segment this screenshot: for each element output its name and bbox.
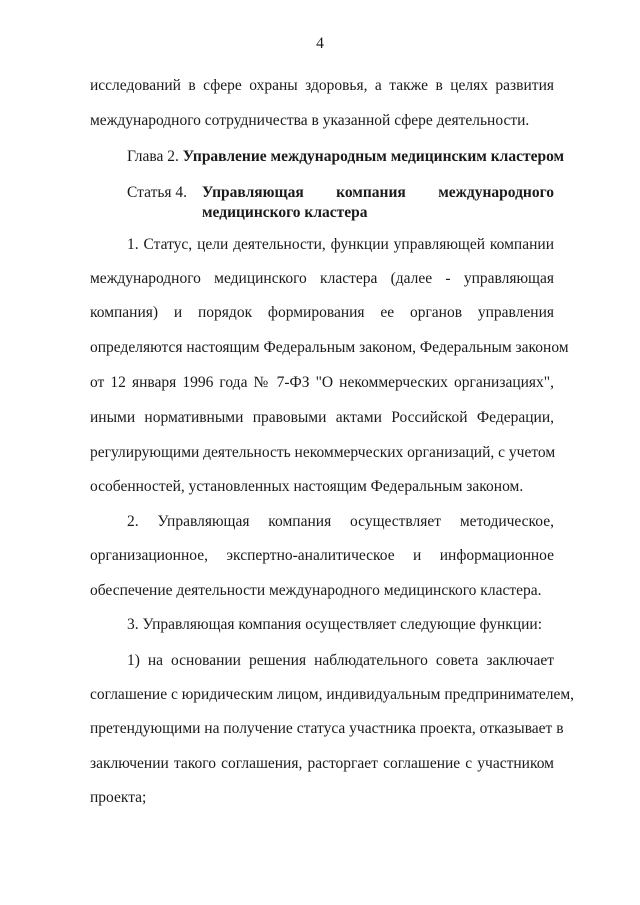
paragraph-1-line-2: международного медицинского кластера (далее - управляющая	[90, 270, 554, 287]
paragraph-3-line-1: 3. Управляющая компания осуществляет следующие функции:	[127, 616, 543, 633]
paragraph-1-line-7: регулирующими деятельность некоммерческих организаций, с учетом	[90, 444, 556, 461]
paragraph-1-line-4: определяются настоящим Федеральным законом, Федеральным законом	[90, 339, 569, 356]
paragraph-4-line-2: соглашение с юридическим лицом, индивидуальным предпринимателем,	[90, 686, 575, 703]
paragraph-4-line-5: проекта;	[90, 789, 147, 806]
chapter-heading	[127, 146, 564, 168]
paragraph-1-line-1: 1. Статус, цели деятельности, функции управляющей компании	[127, 236, 554, 253]
paragraph-4-line-3: претендующими на получение статуса участника проекта, отказывает в	[90, 720, 564, 737]
paragraph-2-line-3: обеспечение деятельности международного медицинского кластера.	[90, 582, 542, 599]
paragraph-1-line-6: иными нормативными правовыми актами Российской Федерации,	[90, 409, 554, 426]
paragraph-4-line-1: 1) на основании решения наблюдательного совета заключает	[127, 652, 554, 669]
article-title-line-2: медицинского кластера	[202, 204, 368, 221]
chapter-label: Глава 2.	[127, 148, 179, 165]
paragraph-4-line-4: заключении такого соглашения, расторгает соглашение с участником	[90, 755, 554, 772]
paragraph-1-line-8: особенностей, установленных настоящим Федеральным законом.	[90, 478, 524, 495]
paragraph-1-line-3: компания) и порядок формирования ее органов управления	[90, 304, 554, 321]
article-label: Статья 4.	[127, 184, 188, 201]
paragraph-2-line-2: организационное, экспертно-аналитическое и информационное	[90, 547, 554, 564]
intro-line-2: международного сотрудничества в указанной сфере деятельности.	[90, 112, 530, 129]
paragraph-2-line-1: 2. Управляющая компания осуществляет методическое,	[127, 513, 554, 530]
intro-line-1: исследований в сфере охраны здоровья, а также в целях развития	[90, 77, 554, 94]
article-title-line-1: Управляющая компания международного	[202, 184, 554, 201]
chapter-title: Управление международным медицинским кластером	[182, 148, 565, 165]
paragraph-1-line-5: от 12 января 1996 года № 7-ФЗ "О некоммерческих организациях",	[90, 374, 554, 391]
page-number: 4	[316, 35, 324, 52]
